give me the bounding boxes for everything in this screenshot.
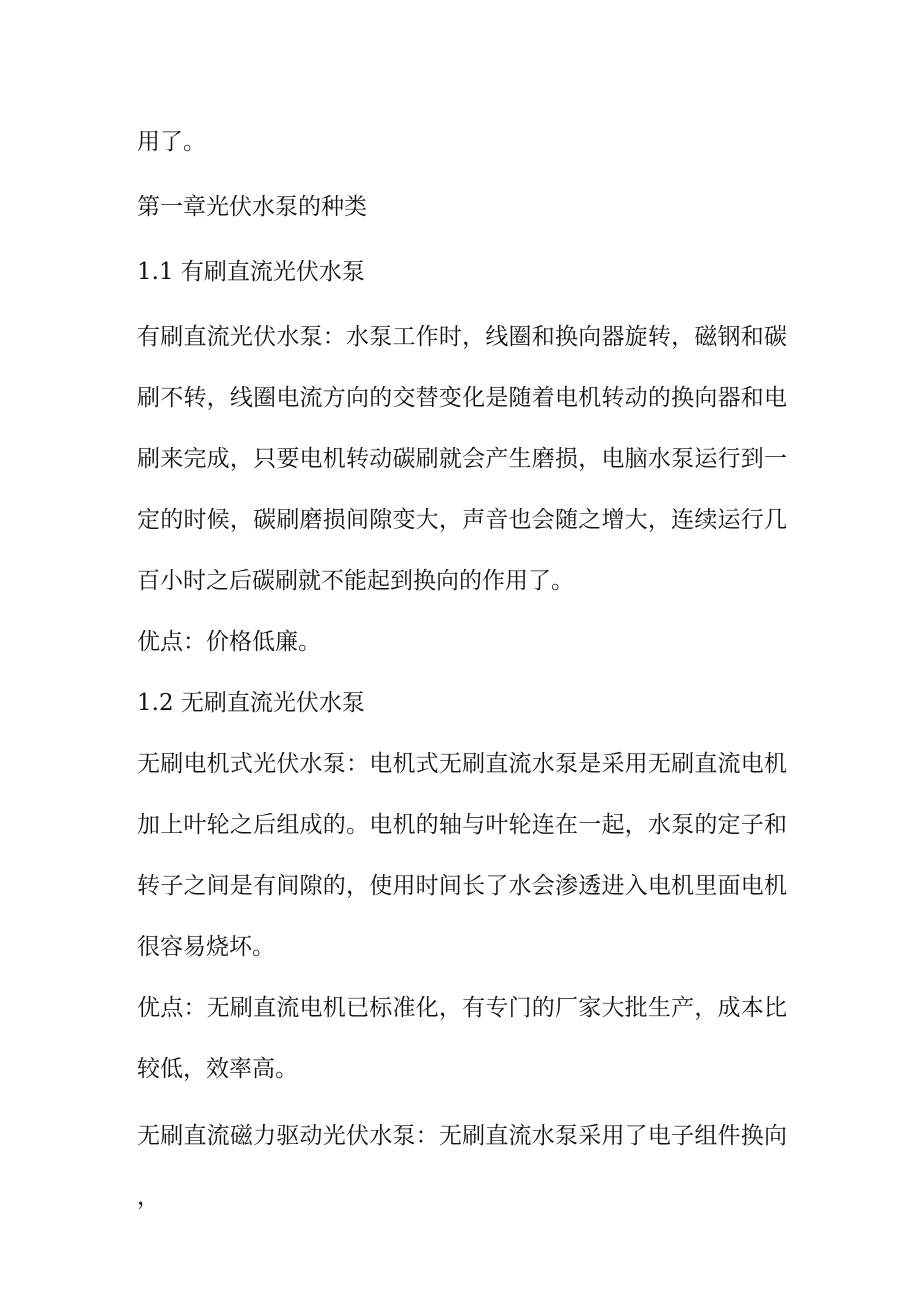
document-body	[137, 112, 787, 1228]
paragraph-brushed-advantage: 优点：价格低廉。	[137, 629, 321, 655]
paragraph-magnetic-drive-pump: 无刷直流磁力驱动光伏水泵：无刷直流水泵采用了电子组件换向，	[137, 1123, 787, 1210]
paragraph-brushless-advantage: 优点：无刷直流电机已标准化，有专门的厂家大批生产，成本比较低，效率高。	[137, 995, 787, 1082]
section-heading-1-2: 1.2 无刷直流光伏水泵	[137, 690, 365, 716]
paragraph-brushless-motor-pump: 无刷电机式光伏水泵：电机式无刷直流水泵是采用无刷直流电机加上叶轮之后组成的。电机的轴与叶轮连在一起，水泵的定子和转子之间是有间隙的，使用时间长了水会渗透进入电机里面电机很容易烧坏。	[137, 751, 787, 960]
chapter-heading: 第一章光伏水泵的种类	[137, 194, 367, 220]
section-heading-1-1: 1.1 有刷直流光伏水泵	[137, 259, 365, 285]
paragraph-brushed-pump: 有刷直流光伏水泵：水泵工作时，线圈和换向器旋转，磁钢和碳刷不转，线圈电流方向的交替变化是随着电机转动的换向器和电刷来完成，只要电机转动碳刷就会产生磨损，电脑水泵运行到一定的时候，碳刷磨损间隙变大，声音也会随之增大，连续运行几百小时之后碳刷就不能起到换向的作用了。	[137, 324, 787, 594]
paragraph-continuation: 用了。	[137, 129, 206, 155]
